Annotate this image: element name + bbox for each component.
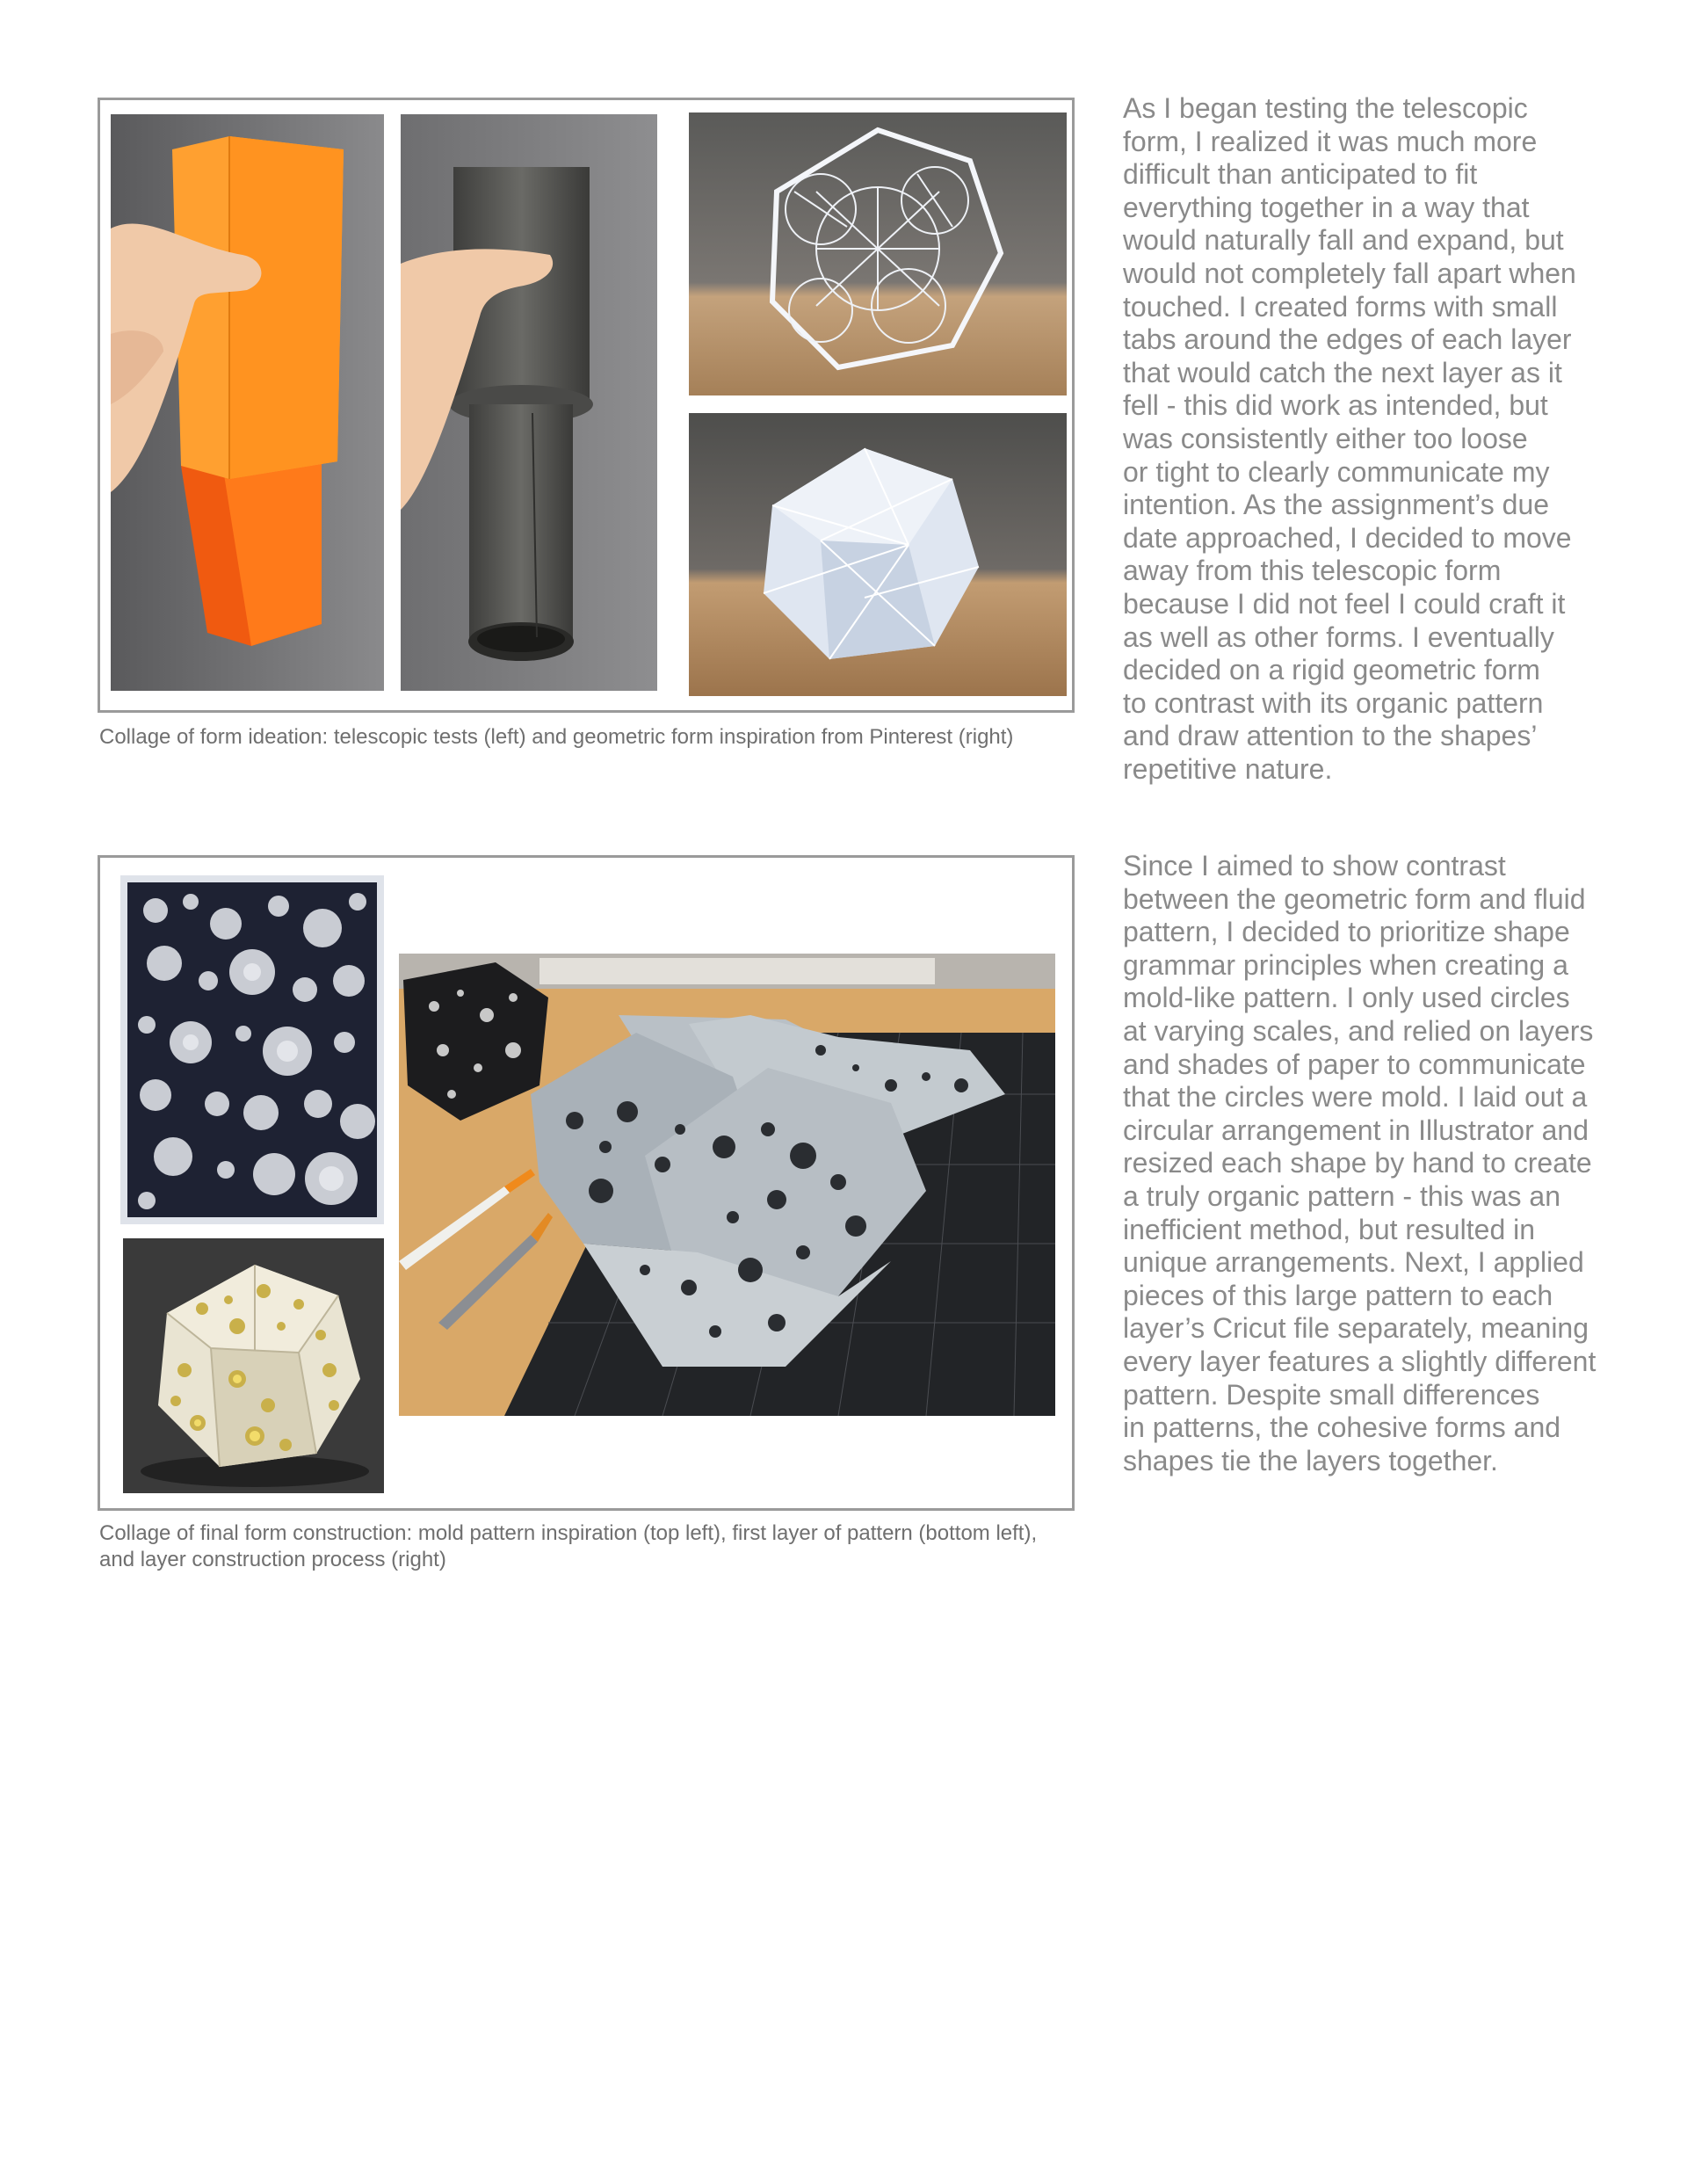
paragraph-contrast-pattern: Since I aimed to show contrast between the geometric form and fluid pattern, I decided to prioritize shape grammar principles when creating a mold-like pattern. I only used circles at varying scales, and relied on layers and shades of paper to communicate that the circles were mold. I laid out a circular arrangement in Illustrator and resized each shape by hand to create a truly organic pattern - this was an inefficient method, but resulted in unique arrangements. Next, I applied pieces of this large pattern to each layer’s Cricut file separately, meaning every layer features a slightly different pattern. Despite small differences in patterns, the cohesive forms and shapes tie the layers together. bbox=[1123, 850, 1596, 1477]
photo-layer-construction-process bbox=[399, 954, 1055, 1416]
caption-final-form-construction: Collage of final form construction: mold pattern inspiration (top left), first layer of pattern (bottom left), and layer construction process (right) bbox=[99, 1521, 1038, 1571]
photo-first-layer-pattern bbox=[123, 1238, 384, 1493]
photo-lattice-form-inspiration bbox=[689, 112, 1067, 395]
photo-orange-telescopic-test bbox=[111, 114, 384, 691]
photo-solid-form-inspiration bbox=[689, 413, 1067, 696]
caption-form-ideation: Collage of form ideation: telescopic tests (left) and geometric form inspiration from Pinterest (right) bbox=[99, 725, 1014, 749]
photo-grey-tube-test bbox=[401, 114, 657, 691]
collage-final-form-construction bbox=[98, 855, 1075, 1511]
photo-mold-pattern-inspiration bbox=[120, 875, 384, 1224]
collage-form-ideation bbox=[98, 98, 1075, 713]
paragraph-telescopic-form: As I began testing the telescopic form, I realized it was much more difficult than anticipated to fit everything together in a way that would naturally fall and expand, but would not completely fall apart when touched. I created forms with small tabs around the edges of each layer that would catch the next layer as it fell - this did work as intended, but was consistently either too loose or tight to clearly communicate my intention. As the assignment’s due date approached, I decided to move away from this telescopic form because I did not feel I could craft it as well as other forms. I eventually decided on a rigid geometric form to contrast with its organic pattern and draw attention to the shapes’ repetitive nature. bbox=[1123, 92, 1576, 785]
